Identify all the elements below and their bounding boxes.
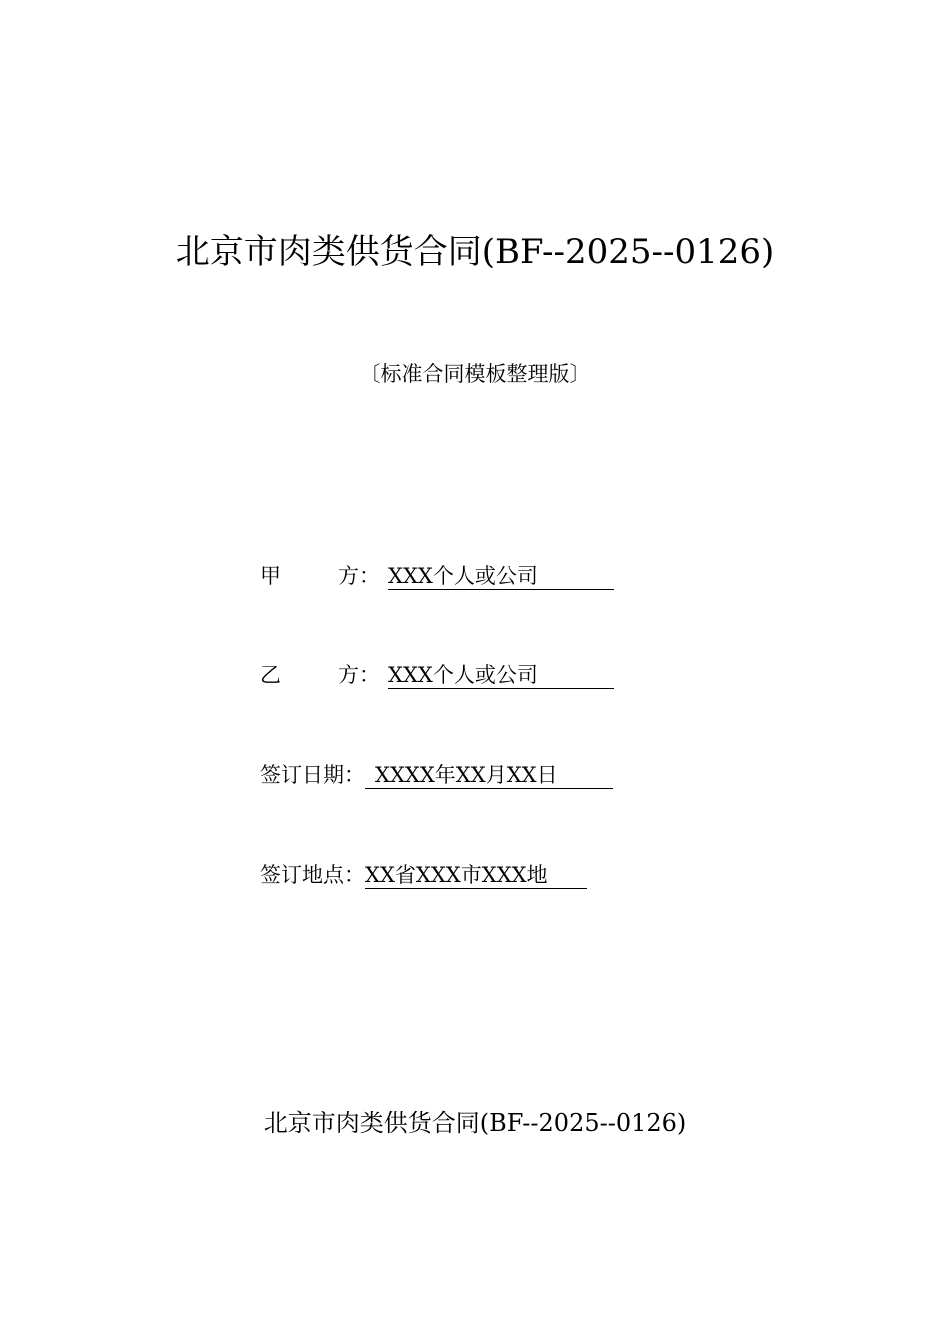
party-a-value: XXX个人或公司: [388, 563, 614, 590]
party-b-label-last: 方：: [338, 663, 380, 687]
party-a-label-first: 甲: [260, 564, 281, 588]
party-b-label: [260, 657, 388, 693]
party-b-label-first: 乙: [260, 663, 281, 687]
sign-place-label: 签订地点：: [260, 863, 365, 887]
sign-date-value: XXXX年XX月XX日: [365, 762, 613, 789]
party-a-label: [260, 558, 388, 594]
party-b-value: XXX个人或公司: [388, 662, 614, 689]
party-a-field: [260, 558, 614, 594]
party-a-label-last: 方：: [338, 564, 380, 588]
document-footer: 北京市肉类供货合同(BF--2025--0126): [263, 1109, 687, 1137]
document-subtitle: 〔标准合同模板整理版〕: [359, 362, 591, 386]
sign-date-label: 签订日期：: [260, 763, 365, 787]
sign-place-value: XX省XXX市XXX地: [365, 862, 587, 889]
party-b-field: [260, 657, 614, 693]
sign-date-field: [260, 757, 613, 793]
document-title: 北京市肉类供货合同(BF--2025--0126): [175, 232, 775, 272]
sign-place-field: [260, 857, 587, 893]
